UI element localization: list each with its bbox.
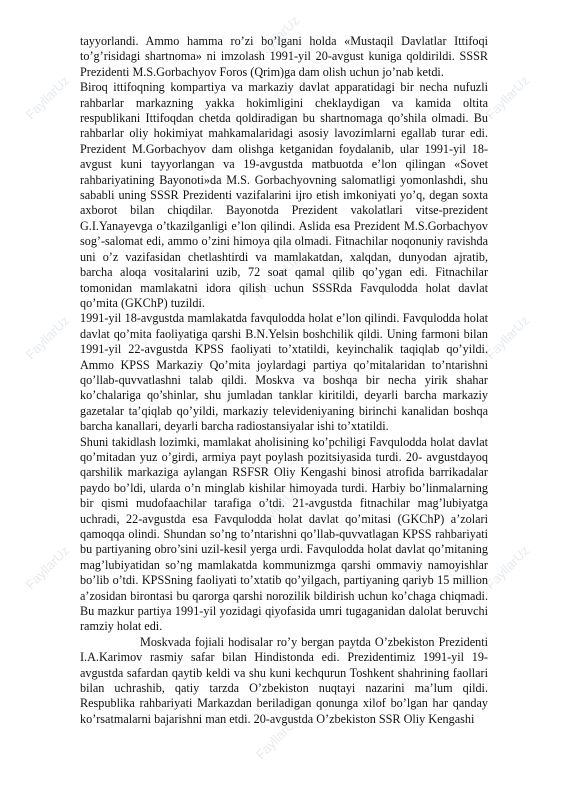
paragraph-5: Moskvada fojiali hodisalar ro’y bergan paytda O’zbekiston Prezidenti I.A.Karimov rasmiy safar bilan Hindistonda edi. Prezidentimiz 1991-yil 19-avgustda safardan qaytib keldi va shu kuni kechqurun Toshkent shahrining faollari bilan uchrashib, qatiy tarzda O’zbekiston nuqtayi nazarini ma’lum qildi. Respublika rahbariyati Markazdan beriladigan qonunga xilof bo’lgan har qanday ko’rsatmalarni bajarishni man etdi. 20-avgustda O’zbekiston SSR Oliy Kengashi [80,634,488,726]
watermark: FayllarUz [482,542,533,593]
watermark: FayllarUz [482,72,533,123]
watermark: FayllarUz [22,312,73,363]
watermark: FayllarUz [22,542,73,593]
paragraph-4: Shuni takidlash lozimki, mamlakat aholisining ko’pchiligi Favqulodda holat davlat qo’mitadan yuz o’girdi, armiya payt poylash pozitsiyasida turdi. 20- avgustdayoq qarshilik markaziga aylangan RSFSR Oliy Kengashi binosi atrofida barrikadalar paydo bo’ldi, ularda o’n minglab kishilar himoyada turdi. Harbiy bo’linmalarning bir qismi mudofaachilar tarafiga o’tdi. 21-avgustda fitnachilar mag’lubiyatga uchradi, 22-avgustda esa Favqulodda holat davlat qo’mitasi (GKChP) a’zolari qamoqqa olindi. Shundan so’ng to’ntarishni qo’llab-quvvatlagan KPSS rahbariyati bu partiyaning obro’sini uzil-kesil yerga urdi. Favqulodda holat davlat qo’mitaning mag’lubiyatidan so’ng mamlakatda kommunizmga qarshi ommaviy namoyishlar bo’lib o’tdi. KPSSning faoliyati to’xtatib qo’yilgach, partiyaning qariyb 15 million a’zosidan birontasi bu qarorga qarshi norozilik bildirish uchun ko’chaga chiqmadi. Bu mazkur partiya 1991-yil yozidagi qiyofasida umri tugaganidan dalolat beruvchi ramziy holat edi. [80,434,488,634]
watermark: FayllarUz [22,72,73,123]
watermark: FayllarUz [252,482,303,533]
paragraph-2: Biroq ittifoqning kompartiya va markaziy davlat apparatidagi bir necha nufuzli rahbarlar markazning yakka hokimligini cheklaydigan va kamida oltita respublikani Ittifoqdan chetda qoldiradigan bu shartnomaga qo’shila olmadi. Bu rahbarlar oliy hokimiyat mahkamalaridagi asosiy lavozimlarni egallab turar edi. Prezident M.Gorbachyov dam olishga ketganidan foydalanib, ular 1991-yil 18-avgust kuni tayyorlangan va 19-avgustda matbuotda e’lon qilingan «Sovet rahbariyatining Bayonoti»da M.S. Gorbachyovning salomatligi yomonlashdi, shu sababli uning SSSR Prezidenti vazifalarini ijro etish imkoniyati yo’q, degan soxta axborot bilan chiqdilar. Bayonotda Prezident vakolatlari vitse-prezident G.I.Yanayevga o’tkazilganligi e’lon qilindi. Aslida esa Prezident M.S.Gorbachyov sog’-salomat edi, ammo o’zini himoya qila olmadi. Fitnachilar noqonuniy ravishda uni o’z vazifasidan chetlashtirdi va mamlakatdan, xalqdan, dunyodan ajratib, barcha aloqa vositalarini uzib, 72 soat qamal qilib qo’ygan edi. Fitnachilar tomonidan mamlakatni idora qilish uchun SSSRda Favqulodda holat davlat qo’mita (GKChP) tuzildi. [80,80,488,310]
watermark: FayllarUz [252,252,303,303]
watermark: FayllarUz [252,712,303,763]
paragraph-3: 1991-yil 18-avgustda mamlakatda favqulodda holat e’lon qilindi. Favqulodda holat davlat qo’mita faoliyatiga qarshi B.N.Yelsin boshchilik qildi. Uning farmoni bilan 1991-yil 22-avgustda KPSS faoliyati to’xtatildi, keyinchalik taqiqlab qo’yildi. Ammo KPSS Markaziy Qo’mita joylardagi partiya qo’mitalaridan to’ntarishni qo’llab-quvvatlashni talab qildi. Moskva va boshqa bir necha yirik shahar ko’chalariga qo’shinlar, shu jumladan tanklar kiritildi, deyarli barcha markaziy gazetalar ta’qiqlab qo’yildi, markaziy televideniyaning birinchi kanalidan boshqa barcha kanallari, deyarli barcha radiostansiyalar ishi to’xtatildi. [80,311,488,434]
watermark: FayllarUz [482,312,533,363]
watermark: FayllarUz [252,12,303,63]
paragraph-1: tayyorlandi. Ammo hamma ro’zi bo’lgani holda «Mustaqil Davlatlar Ittifoqi to’g’risidagi shartnoma» ni imzolash 1991-yil 20-avgust kuniga qoldirildi. SSSR Prezidenti M.S.Gorbachyov Foros (Qrim)ga dam olish uchun jo’nab ketdi. [80,34,488,79]
document-body [80,34,488,727]
